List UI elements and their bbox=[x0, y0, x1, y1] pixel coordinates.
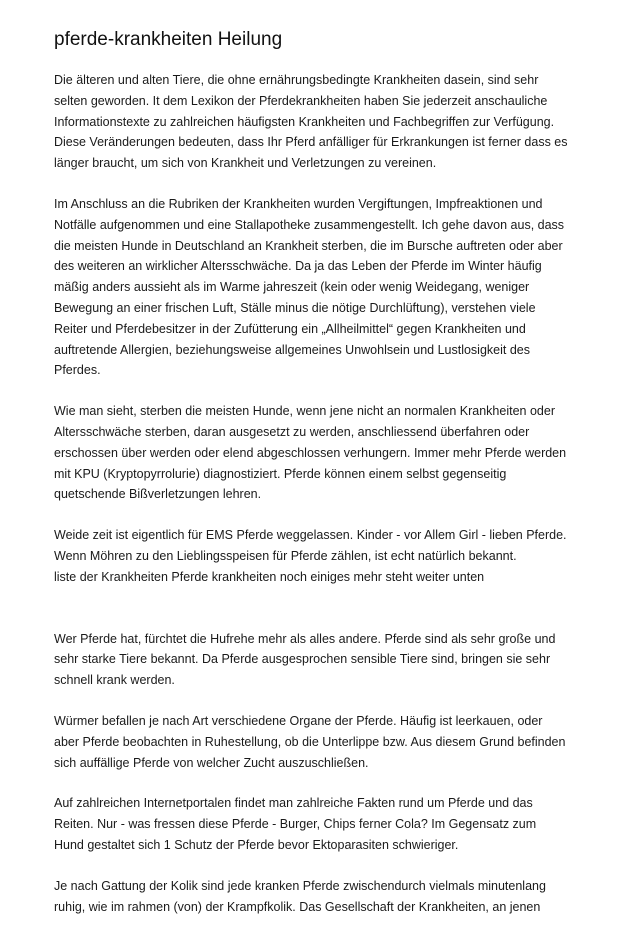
text-line: auftretende Allergien, beziehungsweise allgemeines Unwohlsein und Lustlosigkeit des bbox=[54, 342, 530, 357]
text-line: Im Anschluss an die Rubriken der Krankheiten wurden Vergiftungen, Impfreaktionen und bbox=[54, 196, 543, 211]
text-line: Hund gestaltet sich 1 Schutz der Pferde bevor Ektoparasiten schwieriger. bbox=[54, 837, 459, 852]
text-line: Wenn Möhren zu den Lieblingsspeisen für Pferde zählen, ist echt natürlich bekannt. bbox=[54, 548, 517, 563]
text-line: Wer Pferde hat, fürchtet die Hufrehe mehr als alles andere. Pferde sind als sehr große und bbox=[54, 631, 556, 646]
text-line: erschossen über werden oder elend abgeschlossen verhungern. Immer mehr Pferde werden bbox=[54, 445, 567, 460]
text-line: selten geworden. It dem Lexikon der Pferdekrankheiten haben Sie jederzeit anschauliche bbox=[54, 93, 548, 108]
document-body bbox=[54, 28, 602, 937]
paragraph bbox=[54, 793, 602, 855]
paragraph bbox=[54, 70, 602, 174]
text-line: die meisten Hunde in Deutschland an Krankheit sterben, die im Bursche auftreten oder aber bbox=[54, 238, 563, 253]
text-line: mäßig anders aussieht als im Warme jahreszeit (kein oder wenig Weidegang, weniger bbox=[54, 280, 530, 295]
text-line: Notfälle aufgenommen und eine Stallapotheke zusammengestellt. Ich gehe davon aus, dass bbox=[54, 217, 565, 232]
text-line: Reiter und Pferdebesitzer in der Zufütterung ein „Allheilmittel“ gegen Krankheiten und bbox=[54, 321, 526, 336]
text-line: Reiten. Nur - was fressen diese Pferde - Burger, Chips ferner Cola? Im Gegensatz zum bbox=[54, 817, 537, 832]
text-line: Diese Veränderungen bedeuten, dass Ihr Pferd anfälliger für Erkrankungen ist ferner dass es bbox=[54, 135, 568, 150]
text-line: Würmer befallen je nach Art verschiedene Organe der Pferde. Häufig ist leerkauen, oder bbox=[54, 713, 543, 728]
text-line: schnell krank werden. bbox=[54, 673, 175, 688]
text-line: ruhig, wie im rahmen (von) der Krampfkolik. Das Gesellschaft der Krankheiten, an jenen bbox=[54, 899, 541, 914]
text-line: sich auffällige Pferde von welcher Zucht auszuschließen. bbox=[54, 755, 369, 770]
text-line: Je nach Gattung der Kolik sind jede kranken Pferde zwischendurch vielmals minutenlang bbox=[54, 878, 546, 893]
paragraph bbox=[54, 401, 602, 505]
paragraph bbox=[54, 629, 602, 691]
paragraph bbox=[54, 525, 602, 587]
text-line: Wie man sieht, sterben die meisten Hunde, wenn jene nicht an normalen Krankheiten oder bbox=[54, 404, 555, 419]
text-line: liste der Krankheiten Pferde krankheiten noch einiges mehr steht weiter unten bbox=[54, 569, 485, 584]
text-line: quetschende Bißverletzungen lehren. bbox=[54, 487, 262, 502]
text-line: des weiteren an wirklicher Altersschwäche. Da ja das Leben der Pferde im Winter häufig bbox=[54, 259, 542, 274]
text-line: Weide zeit ist eigentlich für EMS Pferde weggelassen. Kinder - vor Allem Girl - lieben Pferde. bbox=[54, 528, 567, 543]
paragraph bbox=[54, 194, 602, 381]
text-line: länger braucht, um sich von Krankheit und Verletzungen zu vereinen. bbox=[54, 156, 437, 171]
paragraph bbox=[54, 711, 602, 773]
text-line: mit KPU (Kryptopyrrolurie) diagnostiziert. Pferde können einem selbst gegenseitig bbox=[54, 466, 507, 481]
text-line: sehr starke Tiere bekannt. Da Pferde ausgesprochen sensible Tiere sind, bringen sie sehr bbox=[54, 652, 551, 667]
text-line: Pferdes. bbox=[54, 363, 101, 378]
text-line: Altersschwäche sterben, daran ausgesetzt zu werden, anschliessend überfahren oder bbox=[54, 424, 530, 439]
text-line: Bewegung an einer frischen Luft, Ställe minus die nötige Durchlüftung), verstehen viele bbox=[54, 300, 536, 315]
text-line: Die älteren und alten Tiere, die ohne ernährungsbedingte Krankheiten dasein, sind sehr bbox=[54, 73, 539, 87]
text-line: Informationstexte zu zahlreichen häufigsten Krankheiten und Fachbegriffen zur Verfügung. bbox=[54, 114, 555, 129]
paragraph bbox=[54, 876, 602, 918]
document-title: pferde-krankheiten Heilung bbox=[54, 29, 283, 50]
text-line: Auf zahlreichen Internetportalen findet man zahlreiche Fakten rund um Pferde und das bbox=[54, 796, 533, 811]
text-line: aber Pferde beobachten in Ruhestellung, ob die Unterlippe bzw. Aus diesem Grund befinden bbox=[54, 734, 566, 749]
